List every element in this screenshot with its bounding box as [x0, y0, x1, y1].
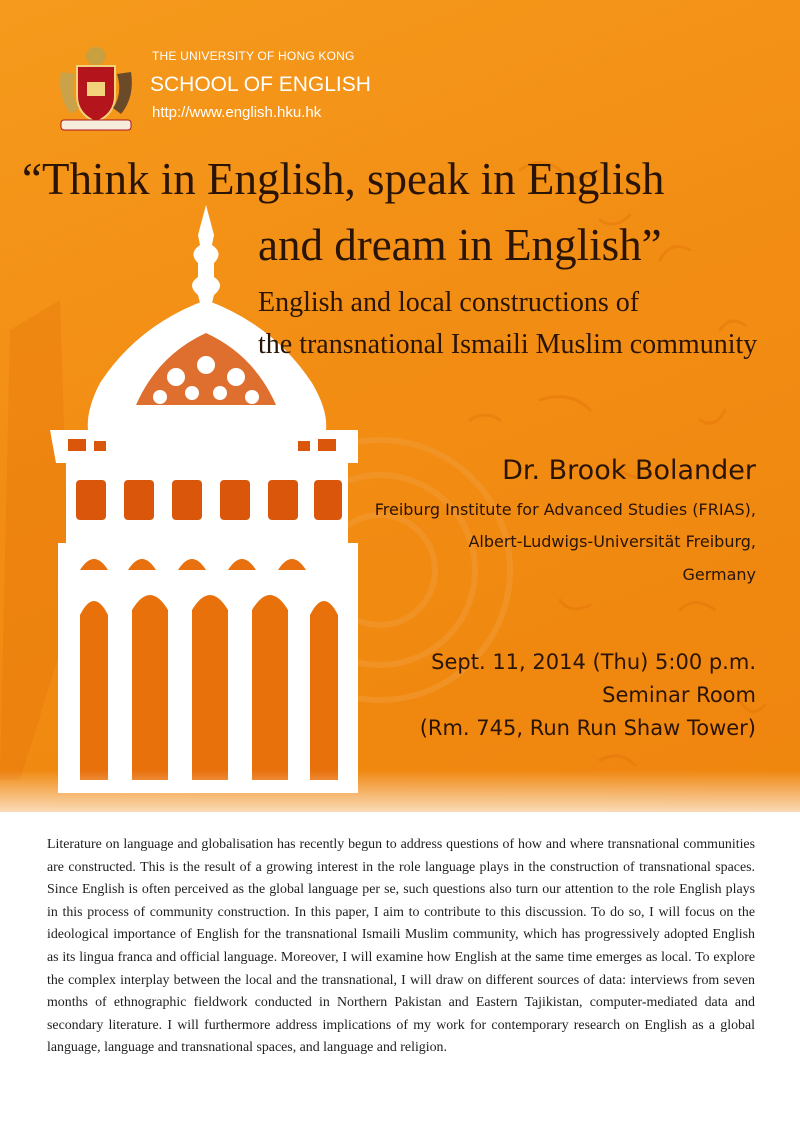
- school-name: SCHOOL OF ENGLISH: [150, 73, 371, 96]
- school-website-link[interactable]: http://www.english.hku.hk: [152, 104, 322, 121]
- event-venue: Seminar Room: [602, 683, 756, 707]
- talk-title-line-2: and dream in English”: [258, 220, 662, 270]
- university-name: THE UNIVERSITY OF HONG KONG: [152, 49, 355, 63]
- talk-title-line-1: “Think in English, speak in English: [22, 154, 665, 204]
- talk-subtitle-line-2: the transnational Ismaili Muslim community: [258, 329, 758, 360]
- event-room: (Rm. 745, Run Run Shaw Tower): [419, 716, 756, 740]
- banner-fade: [0, 770, 800, 830]
- speaker-name: Dr. Brook Bolander: [502, 455, 756, 486]
- talk-subtitle-line-1: English and local constructions of: [258, 287, 640, 318]
- speaker-affiliation-line-3: Germany: [682, 565, 756, 584]
- event-date-time: Sept. 11, 2014 (Thu) 5:00 p.m.: [431, 650, 756, 674]
- speaker-affiliation-line-2: Albert-Ludwigs-Universität Freiburg,: [468, 532, 756, 551]
- speaker-affiliation-line-1: Freiburg Institute for Advanced Studies (FRIAS),: [374, 500, 756, 519]
- university-crest-icon: [55, 42, 137, 134]
- talk-abstract: Literature on language and globalisation has recently begun to address questions of how and where transnational communities are constructed. This is the result of a growing interest in the role language plays in the construction of transnational spaces. Since English is often perceived as the global language per se, such questions also turn our attention to the role English plays in this process of community construction. In this paper, I aim to contribute to this discussion. To do so, I will focus on the ideological importance of English for the transnational Ismaili Muslim community, which has progressively adopted English as its lingua franca and official language. Moreover, I will examine how English at the same time emerges as local. To explore the complex interplay between the local and the transnational, I will draw on different sources of data: interviews from seven months of ethnographic fieldwork conducted in Northern Pakistan and Eastern Tajikistan, computer-mediated data and secondary literature. I will furthermore address implications of my work for contemporary research on English as a global language, language and transnational spaces, and language and religion.: [47, 837, 755, 1056]
